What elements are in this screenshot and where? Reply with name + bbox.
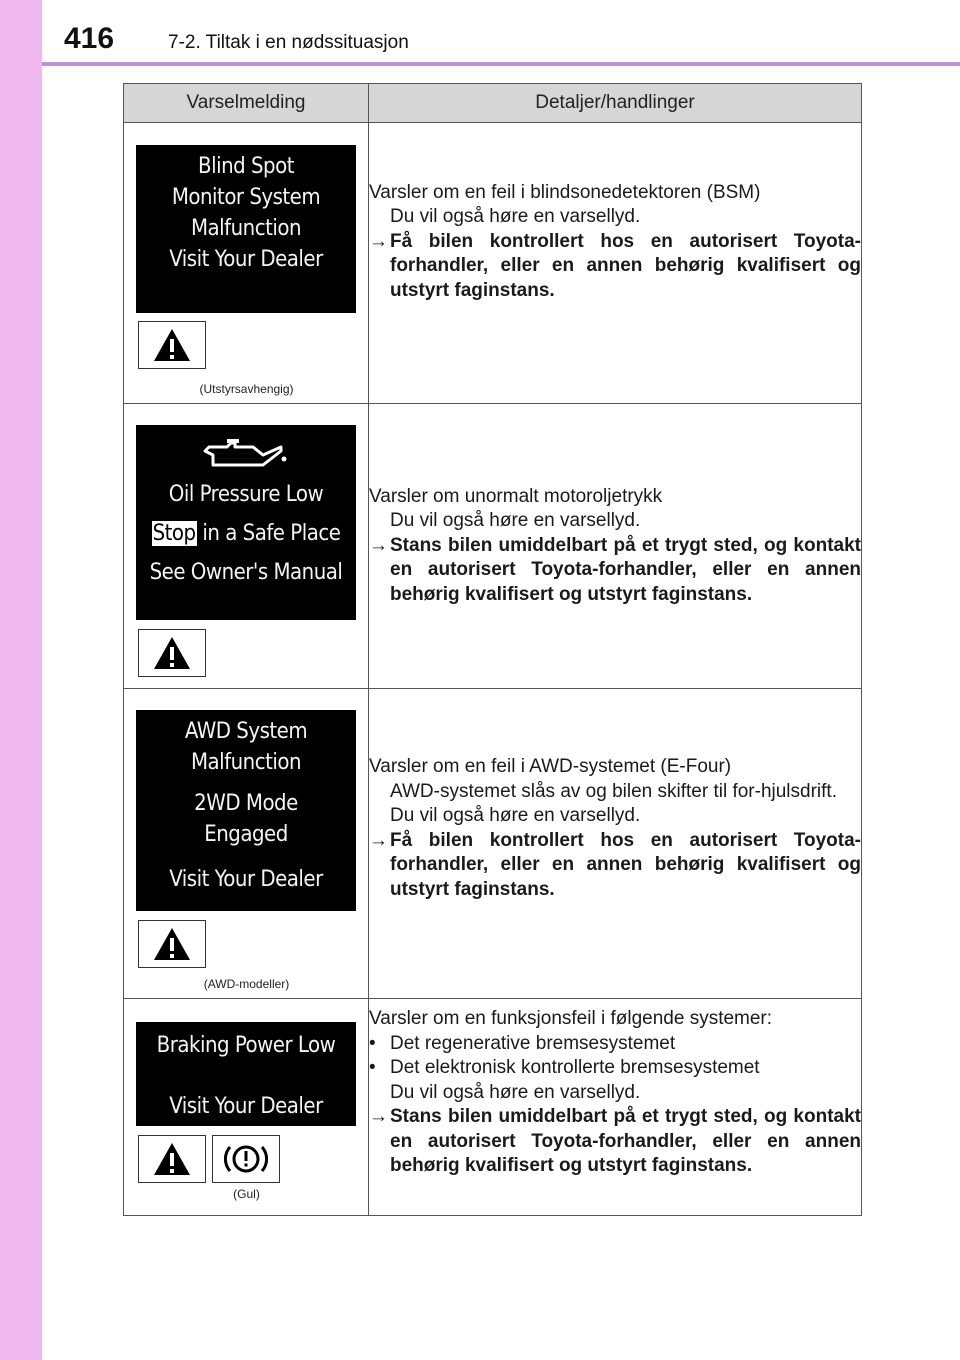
arrow-icon: →: [369, 1106, 388, 1127]
brake-system-icon: [212, 1135, 280, 1183]
section-title: 7-2. Tiltak i en nødssituasjon: [168, 32, 409, 53]
table-row: [124, 123, 862, 404]
warning-triangle-icon: [138, 920, 206, 968]
table-row: [124, 689, 862, 999]
page-sidebar-tab: [0, 0, 42, 1360]
message-cell: [124, 404, 369, 689]
column-header-details: Detaljer/handlinger: [369, 84, 862, 123]
details-cell: [369, 404, 862, 689]
warning-note: Du vil også høre en varsellyd.: [390, 510, 641, 532]
bullet-icon: •: [369, 1032, 376, 1054]
column-header-message: Varselmelding: [124, 84, 369, 123]
required-action: → Stans bilen umiddelbart på et trygt sted, og kontakt en autorisert Toyota-forhandler, eller en annen behørig kvalifisert og utstyrt faginstans.: [369, 534, 861, 605]
page-number: 416: [64, 22, 115, 55]
required-action: → Få bilen kontrollert hos en autorisert Toyota-forhandler, eller en annen behørig kvalifisert og utstyrt faginstans.: [369, 829, 861, 900]
table-row: [124, 999, 862, 1216]
equipment-caption: (Utstyrsavhengig): [199, 382, 294, 396]
display-screen-bsm: Blind Spot Monitor System Malfunction Visit Your Dealer: [136, 145, 356, 313]
display-screen-oil: Oil Pressure Low Stop in a Safe Place See Owner's Manual: [136, 425, 356, 620]
bullet-item: • Det regenerative bremsesystemet: [369, 1032, 861, 1057]
warning-note: AWD-systemet slås av og bilen skifter til for-hjulsdrift.: [390, 780, 837, 802]
warning-summary: Varsler om en feil i AWD-systemet (E-Four): [369, 756, 732, 777]
warning-note: Du vil også høre en varsellyd.: [390, 1081, 641, 1103]
warning-note: Du vil også høre en varsellyd.: [390, 805, 641, 826]
stop-highlight: Stop: [152, 521, 196, 546]
arrow-icon: →: [369, 534, 388, 556]
table-header-row: [124, 84, 862, 123]
bullet-item: • Det elektronisk kontrollerte bremsesystemet: [369, 1056, 861, 1081]
table-row: [124, 404, 862, 689]
details-cell: [369, 123, 862, 404]
display-screen-brake: Braking Power Low Visit Your Dealer: [136, 1022, 356, 1126]
oil-can-icon: [201, 435, 291, 475]
model-caption: (AWD-modeller): [203, 977, 290, 991]
warning-summary: Varsler om unormalt motoroljetrykk: [369, 485, 663, 507]
warning-triangle-icon: [138, 1135, 206, 1183]
header-divider: [42, 62, 960, 66]
details-cell: [369, 689, 862, 999]
details-cell: [369, 999, 862, 1216]
warning-triangle-icon: [138, 321, 206, 369]
message-cell: [124, 123, 369, 404]
color-caption: (Gul): [233, 1187, 260, 1201]
warning-summary: Varsler om en funksjonsfeil i følgende systemer:: [369, 1008, 773, 1029]
message-cell: [124, 999, 369, 1216]
warning-note: Du vil også høre en varsellyd.: [390, 206, 641, 228]
warning-table: [123, 83, 862, 1216]
warning-summary: Varsler om en feil i blindsonedetektoren (BSM): [369, 181, 761, 203]
arrow-icon: →: [369, 230, 388, 252]
message-cell: [124, 689, 369, 999]
display-screen-awd: AWD System Malfunction 2WD Mode Engaged Visit Your Dealer: [136, 710, 356, 911]
required-action: → Få bilen kontrollert hos en autorisert Toyota-forhandler, eller en annen behørig kvalifisert og utstyrt faginstans.: [369, 230, 861, 301]
warning-triangle-icon: [138, 629, 206, 677]
bullet-icon: •: [369, 1057, 376, 1078]
required-action: → Stans bilen umiddelbart på et trygt sted, og kontakt en autorisert Toyota-forhandler, eller en annen behørig kvalifisert og utstyrt faginstans.: [369, 1106, 861, 1176]
arrow-icon: →: [369, 829, 388, 851]
